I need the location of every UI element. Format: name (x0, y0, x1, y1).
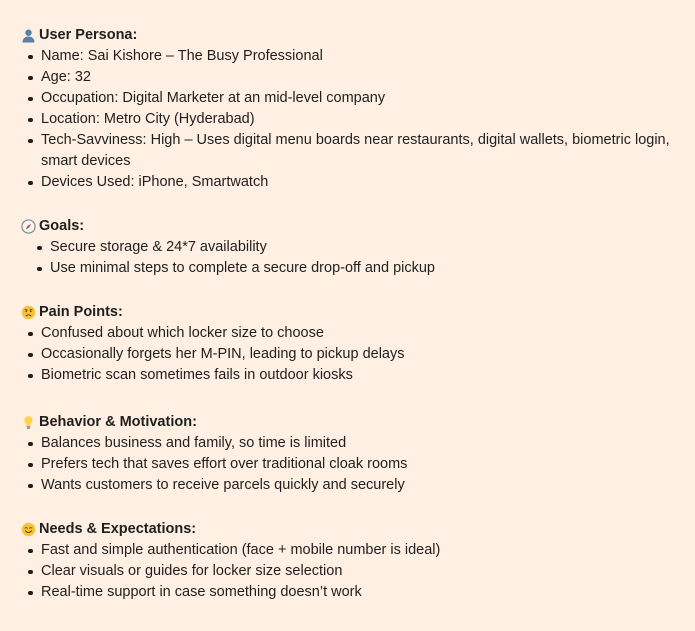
behavior-list (20, 433, 675, 496)
behavior-heading (20, 411, 675, 433)
behavior-title: Behavior & Motivation: (39, 413, 197, 430)
goals-section (20, 215, 675, 279)
smiling-face-icon (20, 521, 36, 537)
list-item: Location: Metro City (Hyderabad) (20, 109, 675, 130)
list-item: Clear visuals or guides for locker size selection (20, 561, 675, 582)
user-persona-title: User Persona: (39, 26, 138, 43)
pain-points-list (20, 323, 675, 386)
pain-points-title: Pain Points: (39, 303, 123, 320)
lightbulb-icon (20, 414, 36, 430)
goals-list (20, 237, 675, 279)
needs-list (20, 540, 675, 603)
list-item: Use minimal steps to complete a secure drop-off and pickup (20, 258, 675, 279)
list-item: Occasionally forgets her M-PIN, leading to pickup delays (20, 344, 675, 365)
list-item: Secure storage & 24*7 availability (20, 237, 675, 258)
list-item: Name: Sai Kishore – The Busy Professional (20, 46, 675, 67)
user-silhouette-icon (20, 27, 36, 43)
list-item: Prefers tech that saves effort over traditional cloak rooms (20, 454, 675, 475)
list-item: Fast and simple authentication (face + mobile number is ideal) (20, 540, 675, 561)
needs-section (20, 518, 675, 603)
goals-heading (20, 215, 675, 237)
user-persona-heading (20, 24, 675, 46)
needs-title: Needs & Expectations: (39, 520, 197, 537)
list-item: Tech-Savviness: High – Uses digital menu boards near restaurants, digital wallets, biometric login, smart devices (20, 130, 675, 172)
worried-face-icon (20, 304, 36, 320)
list-item: Wants customers to receive parcels quickly and securely (20, 475, 675, 496)
needs-heading (20, 518, 675, 540)
user-persona-section (20, 24, 675, 193)
list-item: Balances business and family, so time is limited (20, 433, 675, 454)
list-item: Biometric scan sometimes fails in outdoor kiosks (20, 365, 675, 386)
list-item: Age: 32 (20, 67, 675, 88)
behavior-section (20, 411, 675, 496)
list-item: Occupation: Digital Marketer at an mid-level company (20, 88, 675, 109)
goals-title: Goals: (39, 217, 85, 234)
pain-points-heading (20, 301, 675, 323)
list-item: Real-time support in case something doesn’t work (20, 582, 675, 603)
pain-points-section (20, 301, 675, 386)
list-item: Devices Used: iPhone, Smartwatch (20, 172, 675, 193)
user-persona-list (20, 46, 675, 193)
compass-icon (20, 218, 36, 234)
list-item: Confused about which locker size to choose (20, 323, 675, 344)
